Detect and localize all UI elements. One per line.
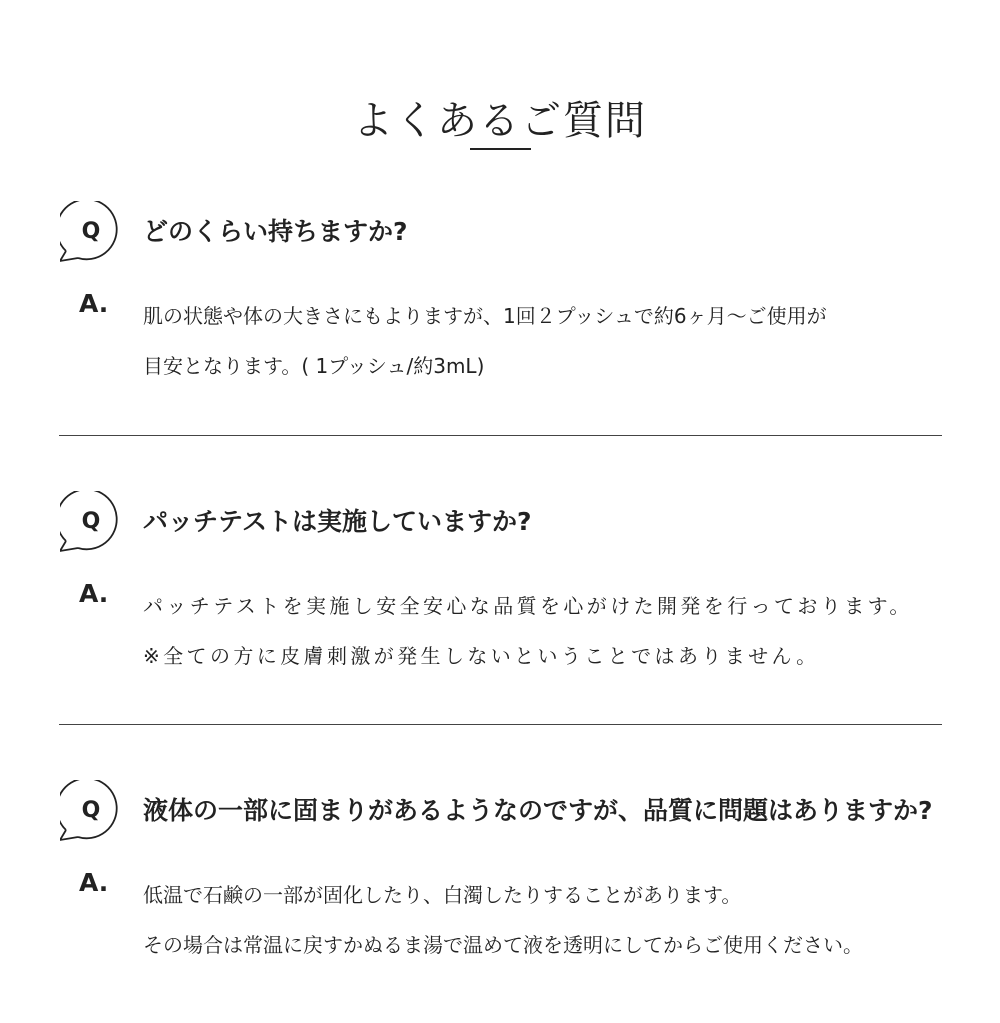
question-text: 液体の一部に固まりがあるようなのですが、品質に問題はありますか? <box>143 796 933 825</box>
question-bubble-icon <box>60 491 124 553</box>
title-underline <box>470 148 531 150</box>
answer-text <box>143 581 913 681</box>
answer-line: その場合は常温に戻すかぬるま湯で温めて液を透明にしてからご使用ください。 <box>143 933 863 957</box>
answer-line: 目安となります。( 1プッシュ/約3mL) <box>143 354 485 378</box>
page-title: よくあるご質問 <box>353 97 647 144</box>
answer-label: A. <box>79 289 109 318</box>
answer-label: A. <box>79 868 109 897</box>
question-label: Q <box>81 219 101 244</box>
question-text: パッチテストは実施していますか? <box>143 507 532 536</box>
faq-divider <box>59 724 942 725</box>
question-label: Q <box>81 798 101 823</box>
question-text: どのくらい持ちますか? <box>143 217 408 246</box>
faq-divider <box>59 435 942 436</box>
faq-item-3 <box>0 780 1000 980</box>
answer-text <box>143 291 827 391</box>
faq-item-1 <box>0 201 1000 401</box>
answer-line: ※全ての方に皮膚刺激が発生しないということではありません。 <box>143 644 820 668</box>
question-bubble-icon <box>60 201 124 263</box>
faq-item-2 <box>0 491 1000 691</box>
answer-text <box>143 870 863 970</box>
answer-label: A. <box>79 579 109 608</box>
answer-line: パッチテストを実施し安全安心な品質を心がけた開発を行っております。 <box>143 594 913 618</box>
question-bubble-icon <box>60 780 124 842</box>
answer-line: 低温で石鹸の一部が固化したり、白濁したりすることがあります。 <box>143 883 742 907</box>
question-label: Q <box>81 509 101 534</box>
answer-line: 肌の状態や体の大きさにもよりますが、1回２プッシュで約6ヶ月〜ご使用が <box>143 304 827 328</box>
